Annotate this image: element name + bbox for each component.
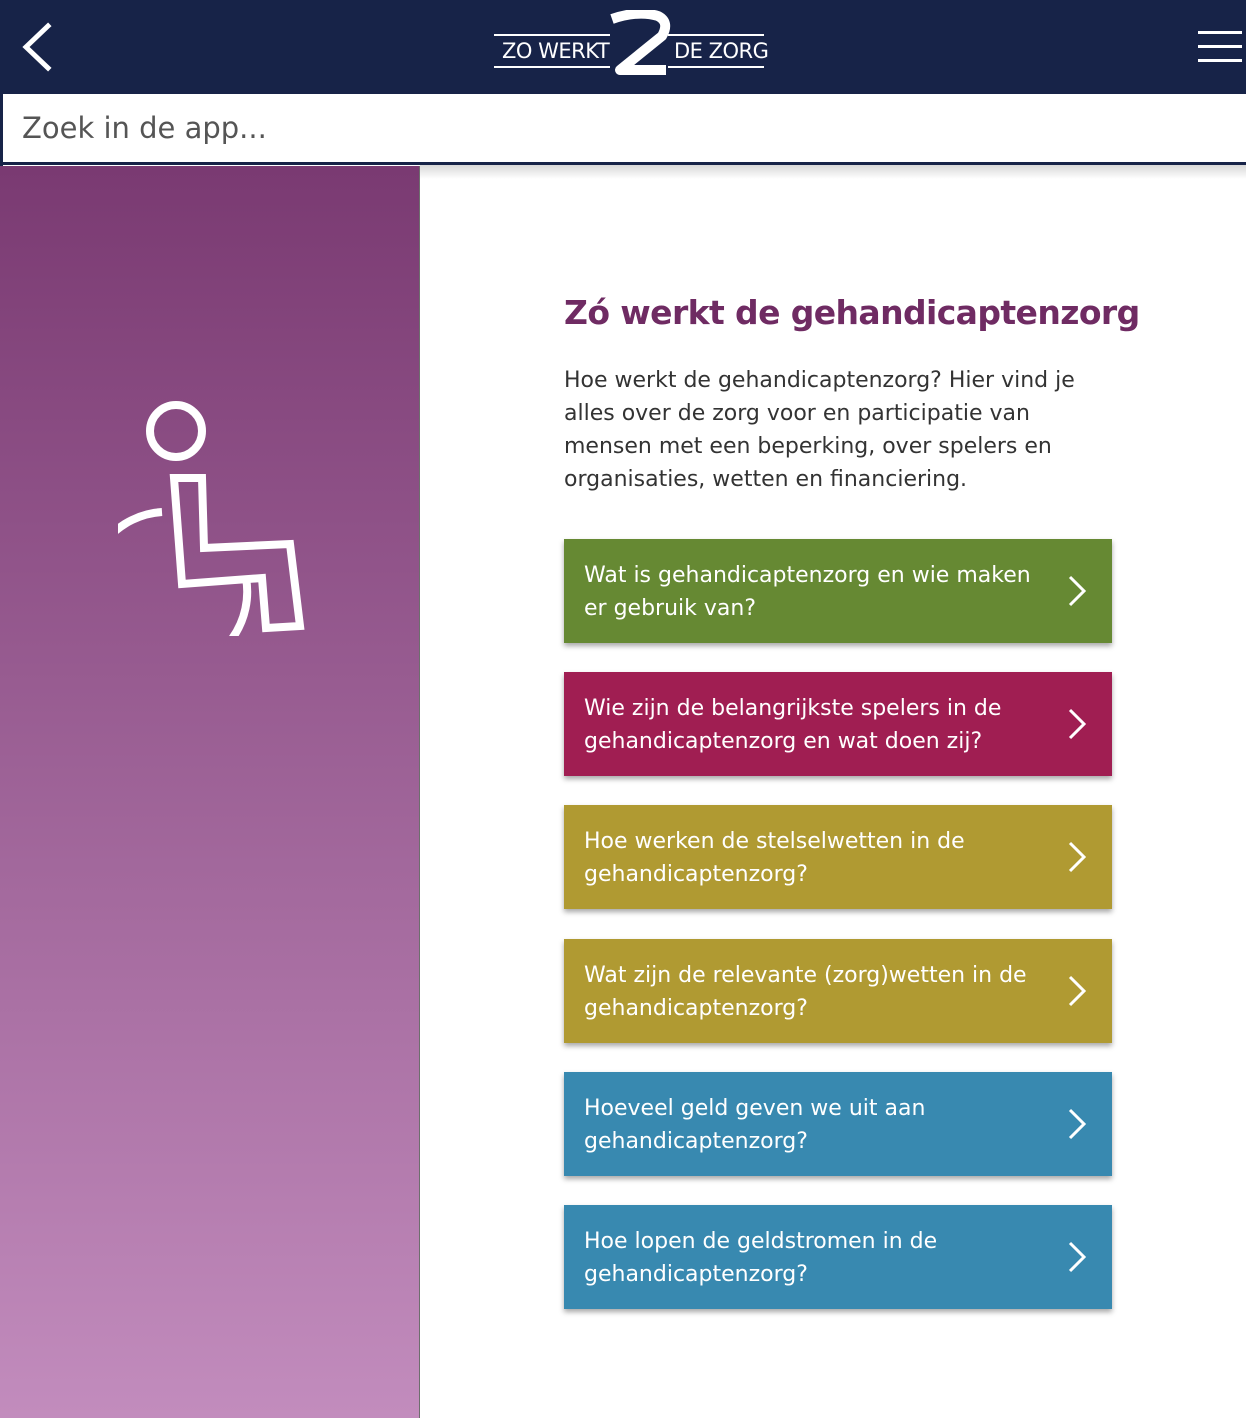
chevron-right-icon: [1060, 573, 1092, 609]
wheelchair-icon: [118, 400, 308, 636]
app-logo[interactable]: [494, 10, 769, 82]
top-navigation-bar: [0, 0, 1246, 94]
search-input[interactable]: [3, 94, 1246, 162]
chevron-right-icon: [1060, 1106, 1092, 1142]
logo-text-left: ZO WERKT: [494, 34, 610, 68]
chevron-right-icon: [1060, 973, 1092, 1009]
topic-card-label: Wat zijn de relevante (zorg)wetten in de gehandicaptenzorg?: [584, 963, 1027, 1021]
main-content: [564, 290, 1140, 496]
chevron-right-icon: [1060, 1239, 1092, 1275]
topic-card[interactable]: [564, 539, 1112, 643]
logo-text-right: DE ZORG: [668, 34, 764, 68]
page-title: Zó werkt de gehandicaptenzorg: [564, 293, 1140, 332]
menu-button[interactable]: [1190, 22, 1246, 72]
search-bar: [0, 94, 1246, 166]
topic-card-label: Hoe werken de stelselwetten in de gehandicaptenzorg?: [584, 829, 965, 887]
chevron-left-icon: [14, 16, 66, 78]
topic-card[interactable]: [564, 805, 1112, 909]
back-button[interactable]: [14, 16, 66, 78]
topic-card[interactable]: [564, 1205, 1112, 1309]
chevron-right-icon: [1060, 706, 1092, 742]
topic-card-label: Hoe lopen de geldstromen in de gehandicaptenzorg?: [584, 1229, 938, 1287]
intro-text: Hoe werkt de gehandicaptenzorg? Hier vind je alles over de zorg voor en participatie van mensen met een beperking, over spelers en organisaties, wetten en financiering.: [564, 368, 1075, 492]
topic-card-label: Hoeveel geld geven we uit aan gehandicaptenzorg?: [584, 1096, 926, 1154]
topic-card[interactable]: [564, 939, 1112, 1043]
category-sidebar: [0, 166, 420, 1418]
topic-card-label: Wie zijn de belangrijkste spelers in de gehandicaptenzorg en wat doen zij?: [584, 696, 1002, 754]
topic-card-label: Wat is gehandicaptenzorg en wie maken er gebruik van?: [584, 563, 1031, 621]
logo-z-mark: [600, 10, 674, 82]
hamburger-menu-icon: [1190, 22, 1246, 72]
topic-card[interactable]: [564, 672, 1112, 776]
chevron-right-icon: [1060, 839, 1092, 875]
search-shadow: [420, 165, 1246, 179]
topic-card[interactable]: [564, 1072, 1112, 1176]
